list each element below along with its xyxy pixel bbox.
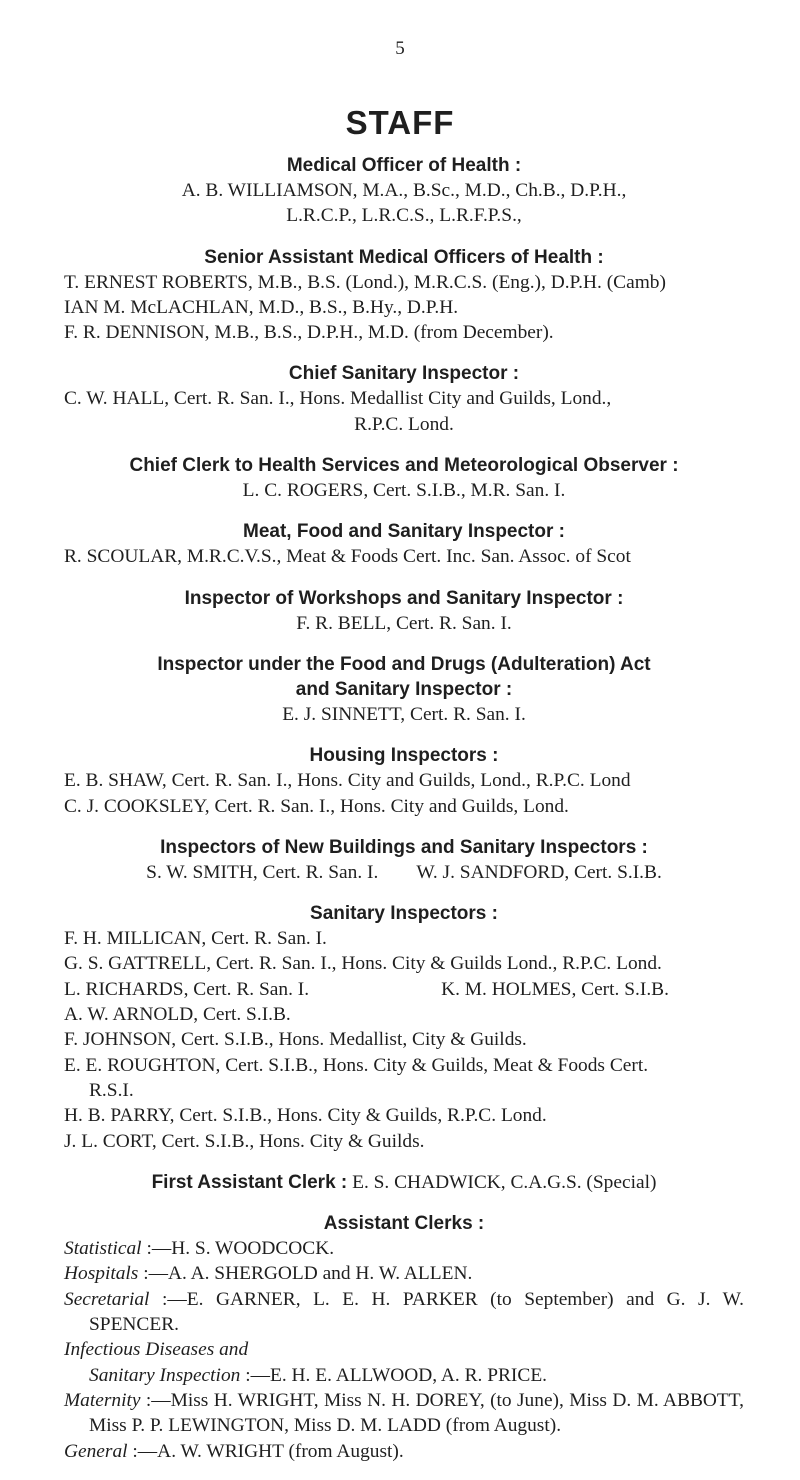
section-heading: Senior Assistant Medical Officers of Health : bbox=[204, 246, 604, 268]
staff-entry: C. J. COOKSLEY, Cert. R. San. I., Hons. City and Guilds, Lond. bbox=[64, 795, 569, 817]
clerk-entry bbox=[64, 1261, 744, 1286]
staff-entry: E. B. SHAW, Cert. R. San. I., Hons. City and Guilds, Lond., R.P.C. Lond bbox=[64, 770, 631, 792]
clerk-entry bbox=[64, 1388, 744, 1439]
section-new-buildings bbox=[64, 835, 744, 885]
staff-entry: F. H. MILLICAN, Cert. R. San. I. bbox=[64, 928, 327, 950]
staff-entry: IAN M. McLACHLAN, M.D., B.S., B.Hy., D.P.H. bbox=[64, 296, 459, 318]
section-moh bbox=[64, 153, 744, 229]
section-heading: Inspector under the Food and Drugs (Adulteration) Act bbox=[157, 653, 651, 675]
section-heading: Assistant Clerks : bbox=[323, 1213, 485, 1235]
staff-entry: R. SCOULAR, M.R.C.V.S., Meat & Foods Cert. Inc. San. Assoc. of Scot bbox=[64, 546, 631, 568]
section-heading: Meat, Food and Sanitary Inspector : bbox=[243, 521, 565, 543]
clerk-category: Maternity bbox=[64, 1389, 141, 1411]
clerk-names: :—H. S. WOODCOCK. bbox=[146, 1238, 335, 1260]
clerk-category: Statistical bbox=[64, 1238, 142, 1260]
section-housing bbox=[64, 743, 744, 819]
staff-entry-row bbox=[64, 977, 744, 1002]
section-chief-inspector bbox=[64, 361, 744, 437]
staff-entry: F. R. DENNISON, M.B., B.S., D.P.H., M.D. (from December). bbox=[64, 322, 554, 344]
section-senior-amo bbox=[64, 245, 744, 346]
staff-entry-row bbox=[64, 1170, 744, 1195]
section-workshops bbox=[64, 586, 744, 636]
clerk-entry bbox=[64, 1236, 744, 1261]
section-heading: Housing Inspectors : bbox=[309, 745, 499, 767]
section-heading: Chief Clerk to Health Services and Meteorological Observer : bbox=[129, 455, 679, 477]
clerk-names: :—E. GARNER, L. E. H. PARKER (to September) and G. J. W. SPENCER. bbox=[89, 1288, 744, 1336]
section-assistant-clerks bbox=[64, 1211, 744, 1464]
section-first-assistant-clerk bbox=[64, 1170, 744, 1195]
clerk-entry bbox=[64, 1363, 744, 1388]
section-heading: Sanitary Inspectors : bbox=[310, 903, 498, 925]
staff-entry: A. W. ARNOLD, Cert. S.I.B. bbox=[64, 1004, 291, 1026]
section-heading: Medical Officer of Health : bbox=[286, 155, 522, 176]
section-food-drugs bbox=[64, 652, 744, 727]
clerk-names: :—E. H. E. ALLWOOD, A. R. PRICE. bbox=[245, 1364, 548, 1386]
clerk-category: Secretarial bbox=[64, 1288, 150, 1310]
section-chief-clerk bbox=[64, 453, 744, 503]
staff-entry: L. C. ROGERS, Cert. S.I.B., M.R. San. I. bbox=[242, 480, 566, 502]
staff-entry: G. S. GATTRELL, Cert. R. San. I., Hons. City & Guilds Lond., R.P.C. Lond. bbox=[64, 953, 662, 975]
staff-entry: E. E. ROUGHTON, Cert. S.I.B., Hons. City & Guilds, Meat & Foods Cert. bbox=[64, 1054, 649, 1076]
section-heading: Inspector of Workshops and Sanitary Inspector : bbox=[184, 587, 624, 609]
staff-entry: S. W. SMITH, Cert. R. San. I. bbox=[146, 861, 379, 883]
staff-list bbox=[64, 153, 744, 1480]
section-heading: Chief Sanitary Inspector : bbox=[288, 363, 520, 385]
staff-entry: K. M. HOLMES, Cert. S.I.B. bbox=[441, 978, 669, 1000]
staff-entry-continued: L.R.C.P., L.R.C.S., L.R.F.P.S., bbox=[286, 205, 522, 227]
staff-entry: L. RICHARDS, Cert. R. San. I. bbox=[64, 978, 310, 1000]
staff-entry: W. J. SANDFORD, Cert. S.I.B. bbox=[416, 861, 662, 883]
staff-entry: T. ERNEST ROBERTS, M.B., B.S. (Lond.), M.R.C.S. (Eng.), D.P.H. (Camb) bbox=[64, 271, 666, 293]
clerk-category-continued: Sanitary Inspection bbox=[89, 1364, 241, 1386]
section-heading-continued: and Sanitary Inspector : bbox=[295, 678, 513, 700]
page-number: 5 bbox=[395, 38, 405, 59]
staff-entry: J. L. CORT, Cert. S.I.B., Hons. City & Guilds. bbox=[64, 1130, 425, 1152]
staff-entry: C. W. HALL, Cert. R. San. I., Hons. Medallist City and Guilds, Lond., bbox=[64, 388, 612, 410]
section-sanitary-inspectors bbox=[64, 901, 744, 1154]
clerk-category: Infectious Diseases and bbox=[64, 1339, 249, 1361]
section-heading: First Assistant Clerk : bbox=[151, 1171, 348, 1193]
clerk-category: General bbox=[64, 1440, 128, 1462]
clerk-category: Hospitals bbox=[64, 1263, 139, 1285]
clerk-entry bbox=[64, 1287, 744, 1338]
section-heading: Inspectors of New Buildings and Sanitary Inspectors : bbox=[160, 836, 648, 858]
staff-entry: H. B. PARRY, Cert. S.I.B., Hons. City & Guilds, R.P.C. Lond. bbox=[64, 1105, 547, 1127]
staff-entry: E. J. SINNETT, Cert. R. San. I. bbox=[282, 703, 526, 725]
clerk-names: :—Miss H. WRIGHT, Miss N. H. DOREY, (to June), Miss D. M. ABBOTT, Miss P. P. LEWINGTON, Miss D. M. LADD (from August). bbox=[89, 1389, 744, 1437]
staff-entry: F. JOHNSON, Cert. S.I.B., Hons. Medallist, City & Guilds. bbox=[64, 1029, 527, 1051]
staff-entry: F. R. BELL, Cert. R. San. I. bbox=[296, 612, 512, 634]
clerk-names: :—A. W. WRIGHT (from August). bbox=[132, 1440, 404, 1462]
staff-entry-continued: R.S.I. bbox=[89, 1079, 134, 1101]
staff-entry: E. S. CHADWICK, C.A.G.S. (Special) bbox=[352, 1171, 657, 1193]
clerk-entry bbox=[64, 1439, 744, 1464]
page-title: STAFF bbox=[345, 104, 455, 141]
clerk-names: :—A. A. SHERGOLD and H. W. ALLEN. bbox=[143, 1263, 473, 1285]
section-meat-food bbox=[64, 519, 744, 569]
staff-entry-continued: R.P.C. Lond. bbox=[354, 413, 454, 435]
staff-entry: A. B. WILLIAMSON, M.A., B.Sc., M.D., Ch.B., D.P.H., bbox=[181, 180, 627, 201]
staff-entry-row bbox=[64, 860, 744, 885]
